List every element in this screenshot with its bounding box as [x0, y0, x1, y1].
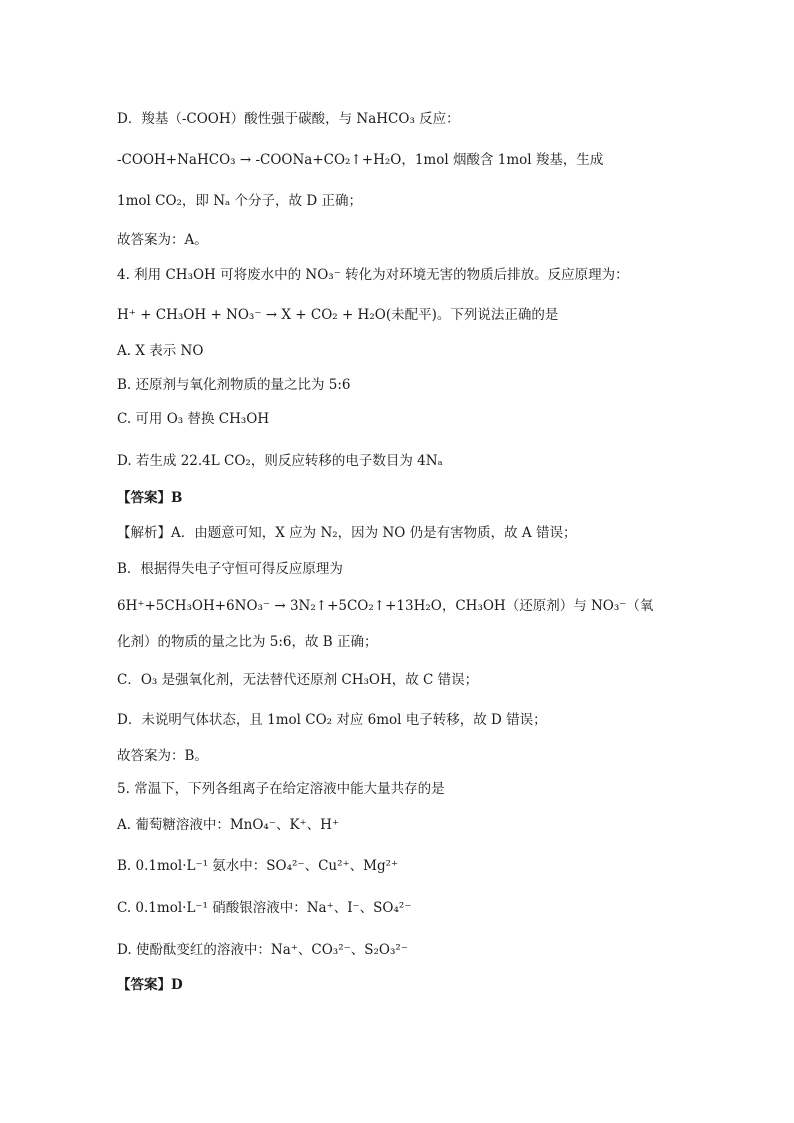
option-c: C. 0.1mol·L⁻¹ 硝酸银溶液中：Na⁺、I⁻、SO₄²⁻ [117, 900, 412, 916]
option-b: B. 还原剂与氧化剂物质的量之比为 5:6 [117, 377, 351, 393]
text-line: D．羧基（-COOH）酸性强于碳酸，与 NaHCO₃ 反应： [117, 111, 460, 127]
answer-label: 【答案】B [117, 490, 183, 506]
analysis-text: 化剂）的物质的量之比为 5:6，故 B 正确； [117, 634, 378, 650]
option-a: A. 葡萄糖溶液中：MnO₄⁻、K⁺、H⁺ [117, 817, 340, 833]
answer-label: 【答案】D [117, 977, 183, 993]
text-line: 故答案为：A。 [117, 232, 208, 248]
analysis-text: 【解析】A．由题意可知，X 应为 N₂，因为 NO 仍是有害物质，故 A 错误； [117, 525, 577, 541]
question-4-stem: 4. 利用 CH₃OH 可将废水中的 NO₃⁻ 转化为对环境无害的物质后排放。反应原理为： [117, 267, 629, 283]
question-5-stem: 5. 常温下，下列各组离子在给定溶液中能大量共存的是 [117, 781, 445, 797]
analysis-text: B．根据得失电子守恒可得反应原理为 [117, 561, 343, 577]
analysis-text: D．未说明气体状态，且 1mol CO₂ 对应 6mol 电子转移，故 D 错误； [117, 712, 547, 728]
answer-summary: 故答案为：B。 [117, 748, 208, 764]
balanced-equation: 6H⁺+5CH₃OH+6NO₃⁻ → 3N₂↑+5CO₂↑+13H₂O，CH₃OH（还原剂）与 NO₃⁻（氧 [117, 598, 654, 614]
option-d: D. 使酚酞变红的溶液中：Na⁺、CO₃²⁻、S₂O₃²⁻ [117, 942, 408, 958]
option-a: A. X 表示 NO [117, 343, 204, 359]
reaction-equation: H⁺ + CH₃OH + NO₃⁻ → X + CO₂ + H₂O(未配平)。下列说法正确的是 [117, 307, 559, 323]
option-c: C. 可用 O₃ 替换 CH₃OH [117, 411, 270, 427]
analysis-text: C．O₃ 是强氧化剂，无法替代还原剂 CH₃OH，故 C 错误； [117, 672, 479, 688]
text-line: 1mol CO₂，即 Nₐ 个分子，故 D 正确； [117, 193, 362, 209]
option-d: D. 若生成 22.4L CO₂，则反应转移的电子数目为 4Nₐ [117, 453, 443, 469]
option-b: B. 0.1mol·L⁻¹ 氨水中：SO₄²⁻、Cu²⁺、Mg²⁺ [117, 858, 399, 874]
text-line: -COOH+NaHCO₃ → -COONa+CO₂↑+H₂O，1mol 烟酸含 1mol 羧基，生成 [117, 152, 604, 168]
